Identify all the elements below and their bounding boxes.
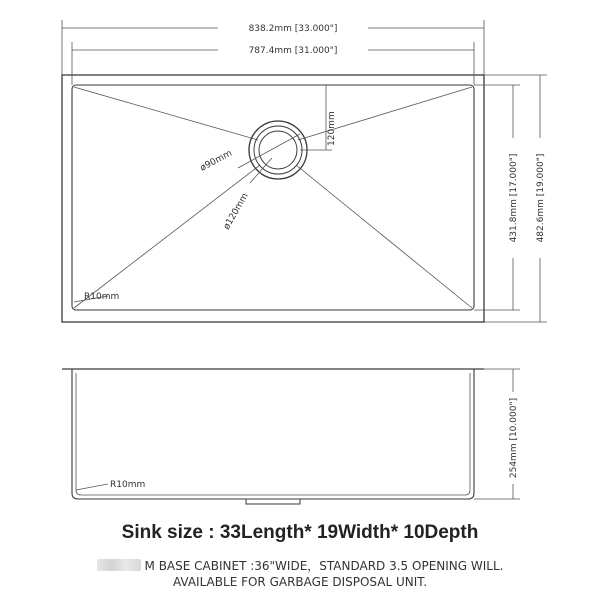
drain-outer-label: ø120mm <box>221 191 251 232</box>
drain-offset-label: 120mm <box>327 111 337 146</box>
slope-line <box>74 87 258 140</box>
overall-length-label: 838.2mm [33.000"] <box>248 24 338 34</box>
cabinet-note-text: M BASE CABINET :36"WIDE，STANDARD 3.5 OPENING WILL. <box>144 559 504 573</box>
disposal-note: AVAILABLE FOR GARBAGE DISPOSAL UNIT. <box>172 575 428 589</box>
drain-outer-circle <box>249 121 307 179</box>
drain-inner-circle <box>259 131 297 169</box>
drain-outlet <box>246 499 300 504</box>
side-corner-radius-label: R10mm <box>110 480 146 490</box>
top-corner-radius-label: R10mm <box>84 292 120 302</box>
inner-width-label: 431.8mm [17.000"] <box>509 153 519 243</box>
top-view <box>62 20 547 322</box>
side-view <box>62 369 520 504</box>
overall-width-label: 482.6mm [19.000"] <box>536 153 546 243</box>
cabinet-note <box>0 557 600 574</box>
drain-inner-label: ø90mm <box>198 148 234 174</box>
slope-line <box>296 165 472 308</box>
inner-length-label: 787.4mm [31.000"] <box>248 46 338 56</box>
side-bowl-inner <box>76 373 470 495</box>
sink-inner-bowl <box>72 85 474 310</box>
sink-outer-rim <box>62 75 484 322</box>
slope-line <box>298 87 472 140</box>
drain-ring <box>254 126 302 174</box>
drain-diameter-leader <box>238 134 300 168</box>
slope-line <box>74 165 260 308</box>
blurred-text <box>97 559 141 571</box>
side-corner-radius-leader <box>76 484 108 490</box>
depth-label: 254mm [10.000"] <box>509 397 519 479</box>
sink-size-caption: Sink size : 33Length* 19Width* 10Depth <box>121 522 479 543</box>
